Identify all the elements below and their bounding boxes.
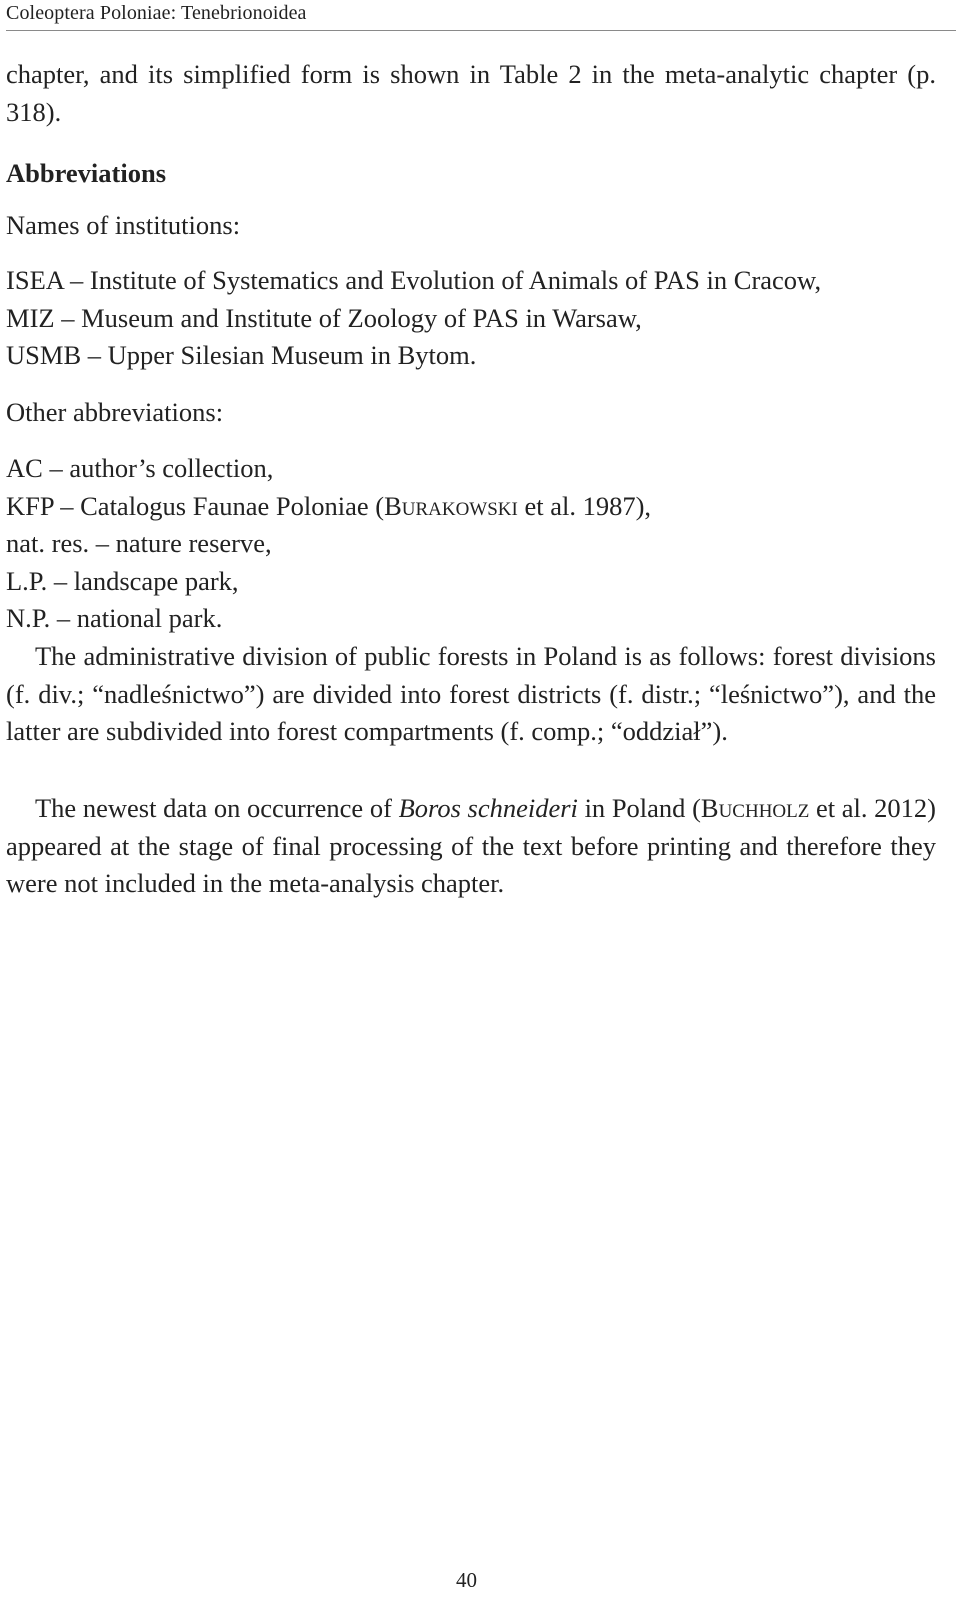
header-rule: [6, 30, 956, 31]
list-item: AC – author’s collection,: [6, 453, 274, 483]
other-abbreviations-list: [6, 450, 651, 638]
author-name: Burakowski: [384, 490, 518, 521]
list-item: nat. res. – nature reserve,: [6, 528, 272, 558]
newest-text-mid: in Poland (: [577, 793, 701, 823]
kfp-citation: et al. 1987),: [517, 490, 652, 521]
page-number: 40: [456, 1568, 477, 1592]
list-item: N.P. – national park.: [6, 603, 223, 633]
species-name: Boros schneideri: [398, 793, 578, 823]
other-abbreviations-label: Other abbreviations:: [6, 397, 224, 427]
abbreviations-heading: Abbreviations: [6, 158, 167, 188]
list-item: ISEA – Institute of Systematics and Evolution of Animals of PAS in Cracow,: [6, 265, 822, 295]
admin-division-paragraph: The administrative division of public forests in Poland is as follows: forest divisions (f. div.; “nadleśnictwo”) are divided into forest districts (f. distr.; “leśnictwo”), and the latter are subdivided into forest compartments (f. comp.; “oddział”).: [6, 641, 936, 746]
list-item: USMB – Upper Silesian Museum in Bytom.: [6, 340, 477, 370]
list-item: [6, 488, 651, 526]
institutions-list: [6, 262, 821, 375]
newest-text: The newest data on occurrence of: [35, 793, 399, 823]
kfp-text: KFP – Catalogus Faunae Poloniae (: [6, 490, 385, 521]
intro-paragraph: chapter, and its simplified form is shown in Table 2 in the meta-analytic chapter (p. 318).: [6, 59, 936, 127]
list-item: L.P. – landscape park,: [6, 565, 239, 596]
author-name: Buchholz: [700, 793, 810, 823]
running-header: Coleoptera Poloniae: Tenebrionoidea: [6, 2, 307, 24]
institutions-label: Names of institutions:: [6, 210, 241, 240]
newest-data-paragraph: [6, 790, 936, 903]
list-item: MIZ – Museum and Institute of Zoology of PAS in Warsaw,: [6, 302, 642, 333]
newest-text-end: et al. 2012) appeared at the stage of final processing of the text before printing and therefore they were not included in the meta-analysis chapter.: [6, 793, 936, 898]
